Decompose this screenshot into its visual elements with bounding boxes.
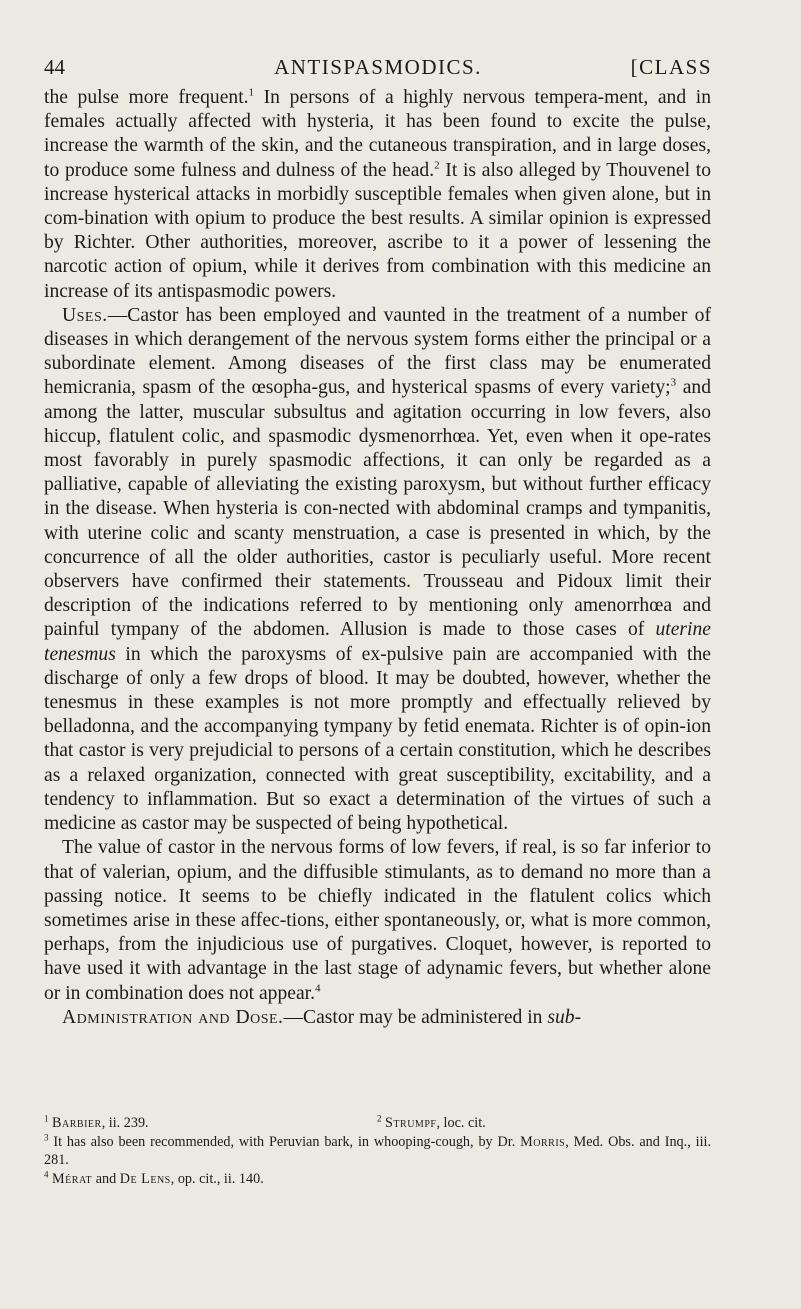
footnote-ref: 3 [670, 376, 677, 389]
footnote-mark: 2 [377, 1113, 382, 1124]
text-run: In persons of a highly nervous tempera-ment, and in females actually affected with hysteria, it has been found to excite the pulse, increase the warmth of the skin, and the cutaneous transpiration, and in large doses, to produce some fulness and dulness of the head. [44, 87, 711, 181]
text-run: It is also alleged by Thouvenel to increase hysterical attacks in morbidly susceptible females when given alone, but in com-bination with opium to produce the best results. A similar opinion is expressed by Richter. Other authorities, moreover, ascribe to it a power of lessening the narcotic action of opium, while it derives from combination with this medicine an increase of its antispasmodic powers. [44, 159, 711, 302]
italic-term: uterine tenesmus [44, 619, 711, 665]
footnote-text: and [92, 1170, 120, 1187]
paragraph-effects [44, 86, 711, 304]
footnote-ref: 4 [314, 981, 321, 994]
footnote-text: It has also been recommended, with Peruvian bark, in whooping-cough, by Dr. [48, 1133, 521, 1150]
footnote-author: Morris [520, 1133, 566, 1150]
text-run: The value of castor in the nervous forms of low fevers, if real, is so far inferior to that of valerian, opium, and the diffusible stimulants, as to demand no more than a passing notice. It seems to be chiefly indicated in the flatulent colics which sometimes arise in these affec-tions, either spontaneously, or, what is more common, perhaps, from the injudicious use of purgatives. Cloquet, however, is reported to have used it with advantage in the last stage of adynamic fevers, but whether alone or in combination does not appear. [44, 837, 711, 1004]
footnote-citation: , ii. 239. [101, 1115, 149, 1131]
footnote-2 [377, 1114, 486, 1133]
footnote-mark: 1 [44, 1113, 49, 1124]
footnote-mark: 4 [44, 1168, 49, 1179]
page-number: 44 [44, 55, 65, 79]
paragraph-fevers [44, 836, 711, 1005]
paragraph-administration [44, 1006, 711, 1030]
footnote-ref: 2 [434, 159, 440, 172]
paragraph-uses [44, 304, 711, 836]
section-heading-administration: Administration and Dose. [62, 1006, 284, 1028]
running-title: ANTISPASMODICS. [274, 55, 482, 79]
footnote-3 [44, 1133, 711, 1170]
footnote-author: Barbier [52, 1115, 102, 1131]
text-run: and among the latter, muscular subsultus and agitation occurring in low fevers, also hiccup, flatulent colic, and spasmodic dysmenorrhœa. Yet, even when it ope-rates most favorably in purely spasmodic affections, it can only be regarded as a palliative, capable of alleviating the existing paroxysm, but without further efficacy in the disease. When hysteria is con-nected with abdominal cramps and tympanitis, with uterine colic and scanty menstruation, a case is presented in which, by the concurrence of all the older authorities, castor is peculiarly useful. More recent observers have confirmed their statements. Trousseau and Pidoux limit their description of the indications referred to by mentioning only amenorrhœa and painful tympany of the abdomen. Allusion is made to those cases of [44, 377, 712, 641]
footnote-citation: , op. cit., ii. 140. [170, 1170, 264, 1187]
footnote-author: Strumpf [385, 1115, 437, 1131]
main-text [44, 86, 711, 1030]
footnote-ref: 1 [248, 86, 255, 99]
footnote-citation: , Med. Obs. and Inq., iii. 281. [44, 1133, 711, 1168]
text-run: —Castor has been employed and vaunted in the treatment of a number of diseases in which derangement of the nervous system forms either the principal or a subordinate element. Among diseases of the first class may be enumerated hemicrania, spasm of the œsopha-gus, and hysterical spasms of every variety; [44, 304, 711, 399]
footnote-4 [44, 1170, 711, 1189]
section-heading-uses: Uses. [62, 304, 108, 326]
footnote-author: Mérat [52, 1170, 93, 1187]
footnotes [44, 1114, 711, 1188]
footnote-mark: 3 [44, 1131, 49, 1142]
text-run: the pulse more frequent. [44, 87, 249, 108]
running-header [44, 52, 712, 82]
text-run: —Castor may be administered in [283, 1006, 548, 1028]
footnote-author: De Lens [119, 1170, 171, 1187]
footnote-citation: , loc. cit. [436, 1115, 486, 1131]
footnote-1 [44, 1115, 149, 1131]
class-label: [CLASS [630, 55, 712, 79]
footnote-row [44, 1114, 711, 1133]
text-run: in which the paroxysms of ex-pulsive pain are accompanied with the discharge of only a few drops of blood. It may be doubted, however, whether the tenesmus in these examples is not more promptly and effectually relieved by belladonna, and the accompanying tympany by fetid enemata. Richter is of opin-ion that castor is very prejudicial to persons of a certain constitution, which he describes as a relaxed organization, connected with great susceptibility, excitability, and a tendency to inflammation. But so exact a determination of the virtues of such a medicine as castor may be suspected of being hypothetical. [44, 643, 711, 835]
italic-term: sub- [547, 1006, 582, 1028]
